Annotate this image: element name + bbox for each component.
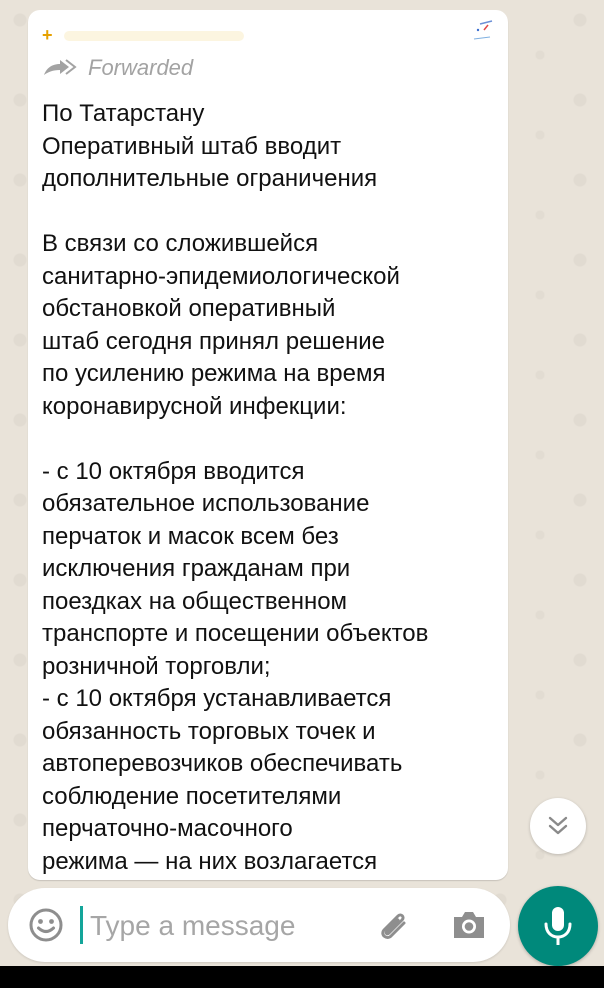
scroll-down-button[interactable] [530,798,586,854]
message-input[interactable] [88,902,372,950]
camera-icon[interactable] [450,906,488,944]
forwarded-indicator [42,54,193,82]
composer-bar [8,888,510,962]
forwarded-label: Forwarded [88,55,194,80]
plus-icon: + [42,25,53,45]
paperclip-icon[interactable] [374,905,414,945]
forward-icon [42,58,76,78]
emoji-icon[interactable] [28,907,64,943]
message-text: По Татарстану Оперативный штаб вводит дополнительные ограничения В связи со сложившейся санитарно-эпидемиологической обстановкой оперативный штаб сегодня принял решение по усилению режима на время коронавирусной инфекции: - с 10 октября вводится обязательное использование перчаток и масок всем без исключения гражданам при поездках на общественном транспорте и посещении объектов розничной торговли; - с 10 октября устанавливается обязанность торговых точек и автоперевозчиков обеспечивать соблюдение посетителями перчаточно-масочного режима — на них возлагается [42,100,429,875]
text-caret [80,906,83,944]
message-bubble[interactable] [28,10,508,880]
sender-name-redacted [64,31,244,41]
sender-row [42,24,482,50]
microphone-icon [542,905,574,947]
microphone-button[interactable] [518,886,598,966]
system-nav-strip [0,966,604,988]
reaction-glyph-icon [466,18,500,44]
chevron-double-down-icon [545,815,571,837]
